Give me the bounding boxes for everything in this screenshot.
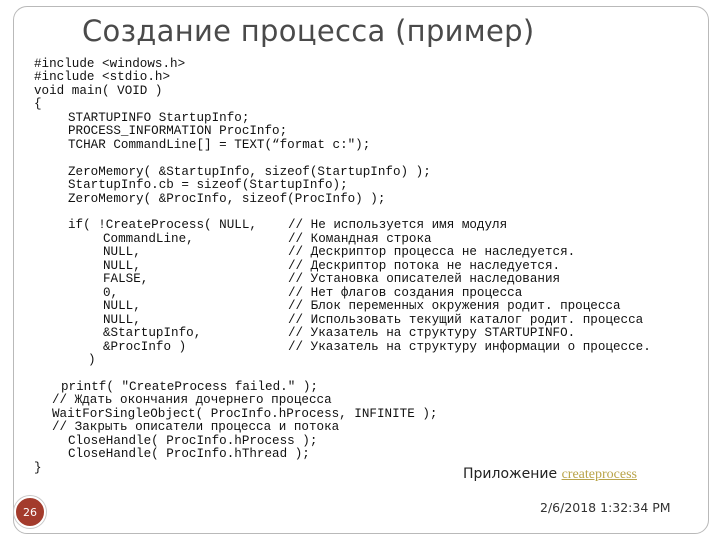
code-line: } xyxy=(34,461,42,475)
code-line: void main( VOID ) xyxy=(34,84,163,98)
code-line: // Ждать окончания дочернего процесса xyxy=(52,393,332,407)
code-comment: // Установка описателей наследования xyxy=(288,272,561,286)
code-comment: // Дескриптор процесса не наследуется. xyxy=(288,245,576,259)
code-comment: // Не используется имя модуля xyxy=(288,218,508,232)
code-line: #include <stdio.h> xyxy=(34,70,171,84)
code-line: TCHAR CommandLine[] = TEXT(“format c:"); xyxy=(68,138,371,152)
code-comment: // Дескриптор потока не наследуется. xyxy=(288,259,561,273)
slide-title: Создание процесса (пример) xyxy=(82,14,535,48)
code-line: STARTUPINFO StartupInfo; xyxy=(68,111,250,125)
code-line: NULL, xyxy=(103,259,141,273)
code-line: // Закрыть описатели процесса и потока xyxy=(52,420,340,434)
appendix-note xyxy=(463,466,637,483)
createprocess-link[interactable]: createprocess xyxy=(561,467,637,482)
code-line: if( !CreateProcess( NULL, xyxy=(68,218,257,232)
code-line: StartupInfo.cb = sizeof(StartupInfo); xyxy=(68,178,348,192)
code-line: printf( "CreateProcess failed." ); xyxy=(61,380,318,394)
code-line: ZeroMemory( &ProcInfo, sizeof(ProcInfo) ); xyxy=(68,192,386,206)
code-line: { xyxy=(34,97,42,111)
page-number: 26 xyxy=(23,505,37,519)
code-line: &StartupInfo, xyxy=(103,326,202,340)
code-comment: // Командная строка xyxy=(288,232,432,246)
code-line: 0, xyxy=(103,286,119,300)
code-line: CloseHandle( ProcInfo.hProcess ); xyxy=(68,434,318,448)
code-line: FALSE, xyxy=(103,272,149,286)
page-number-badge xyxy=(14,496,46,528)
code-line: ZeroMemory( &StartupInfo, sizeof(StartupInfo) ); xyxy=(68,165,431,179)
slide-timestamp: 2/6/2018 1:32:34 PM xyxy=(540,500,671,515)
code-line: NULL, xyxy=(103,245,141,259)
code-line: CloseHandle( ProcInfo.hThread ); xyxy=(68,447,310,461)
code-line: PROCESS_INFORMATION ProcInfo; xyxy=(68,124,288,138)
code-comment: // Использовать текущий каталог родит. процесса xyxy=(288,313,644,327)
code-line: #include <windows.h> xyxy=(34,57,186,71)
code-comment: // Указатель на структуру STARTUPINFO. xyxy=(288,326,576,340)
code-comment: // Нет флагов создания процесса xyxy=(288,286,523,300)
code-line: CommandLine, xyxy=(103,232,194,246)
code-line: NULL, xyxy=(103,299,141,313)
code-comment: // Блок переменных окружения родит. процесса xyxy=(288,299,621,313)
code-line: &ProcInfo ) xyxy=(103,340,187,354)
code-line: WaitForSingleObject( ProcInfo.hProcess, INFINITE ); xyxy=(52,407,438,421)
code-line: ) xyxy=(88,353,96,367)
code-line: NULL, xyxy=(103,313,141,327)
appendix-label: Приложение xyxy=(463,466,558,482)
code-comment: // Указатель на структуру информации о процессе. xyxy=(288,340,651,354)
